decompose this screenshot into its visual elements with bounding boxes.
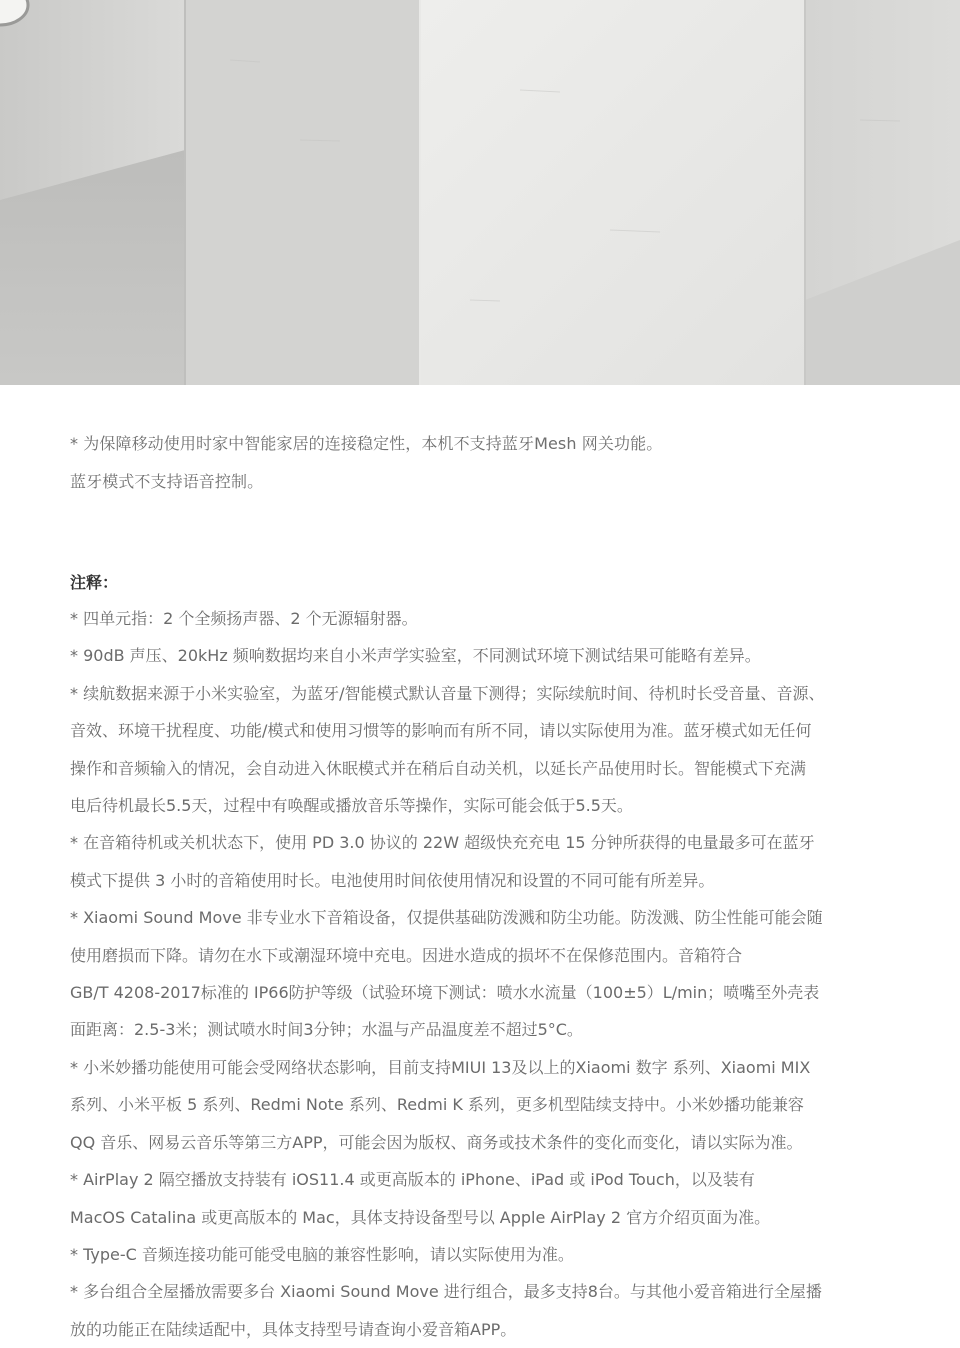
disclaimer-line: 蓝牙模式不支持语音控制。	[70, 471, 264, 491]
note-line: 电后待机最长5.5天，过程中有唤醒或播放音乐等操作，实际可能会低于5.5天。	[70, 796, 633, 816]
note-line: 模式下提供 3 小时的音箱使用时长。电池使用时间依使用情况和设置的不同可能有所差异。	[70, 870, 715, 890]
note-line: 系列、小米平板 5 系列、Redmi Note 系列、Redmi K 系列，更多机型陆续支持中。小米妙播功能兼容	[70, 1095, 804, 1115]
note-line: MacOS Catalina 或更高版本的 Mac，具体支持设备型号以 Apple AirPlay 2 官方介绍页面为准。	[70, 1207, 771, 1227]
notes-list	[70, 600, 890, 1348]
note-line: QQ 音乐、网易云音乐等第三方APP，可能会因为版权、商务或技术条件的变化而变化，请以实际为准。	[70, 1132, 803, 1152]
note-line: * 在音箱待机或关机状态下，使用 PD 3.0 协议的 22W 超级快充充电 15 分钟所获得的电量最多可在蓝牙	[70, 833, 815, 853]
disclaimer-line: * 为保障移动使用时家中智能家居的连接稳定性，本机不支持蓝牙Mesh 网关功能。	[70, 434, 663, 453]
note-line: 音效、环境干扰程度、功能/模式和使用习惯等的影响而有所不同，请以实际使用为准。蓝牙模式如无任何	[70, 721, 812, 741]
content	[0, 425, 960, 1348]
note-line: 放的功能正在陆续适配中，具体支持型号请查询小爱音箱APP。	[70, 1319, 517, 1339]
note-line: * 四单元指：2 个全频扬声器、2 个无源辐射器。	[70, 609, 418, 628]
note-line: 使用磨损而下降。请勿在水下或潮湿环境中充电。因进水造成的损坏不在保修范围内。音箱符合	[70, 945, 743, 965]
note-line: * 续航数据来源于小米实验室，为蓝牙/智能模式默认音量下测得；实际续航时间、待机时长受音量、音源、	[70, 683, 825, 703]
disclaimer	[70, 425, 890, 500]
note-line: 面距离：2.5-3米；测试喷水时间3分钟；水温与产品温度差不超过5°C。	[70, 1020, 583, 1040]
note-line: GB/T 4208-2017标准的 IP66防护等级（试验环境下测试：喷水水流量（100±5）L/min；喷嘴至外壳表	[70, 983, 820, 1003]
note-line: * 小米妙播功能使用可能会受网络状态影响，目前支持MIUI 13及以上的Xiaomi 数字 系列、Xiaomi MIX	[70, 1057, 811, 1077]
note-line: * 90dB 声压、20kHz 频响数据均来自小米声学实验室，不同测试环境下测试结果可能略有差异。	[70, 646, 761, 666]
note-line: * Type-C 音频连接功能可能受电脑的兼容性影响，请以实际使用为准。	[70, 1244, 574, 1264]
concrete-blocks-illustration	[0, 0, 960, 385]
hero-image	[0, 0, 960, 385]
notes-title: 注释：	[70, 573, 119, 592]
note-line: * AirPlay 2 隔空播放支持装有 iOS11.4 或更高版本的 iPhone、iPad 或 iPod Touch，以及装有	[70, 1170, 755, 1190]
note-line: * 多台组合全屋播放需要多台 Xiaomi Sound Move 进行组合，最多支持8台。与其他小爱音箱进行全屋播	[70, 1282, 822, 1302]
note-line: * Xiaomi Sound Move 非专业水下音箱设备，仅提供基础防泼溅和防尘功能。防泼溅、防尘性能可能会随	[70, 908, 823, 928]
note-line: 操作和音频输入的情况，会自动进入休眠模式并在稍后自动关机，以延长产品使用时长。智能模式下充满	[70, 758, 807, 778]
